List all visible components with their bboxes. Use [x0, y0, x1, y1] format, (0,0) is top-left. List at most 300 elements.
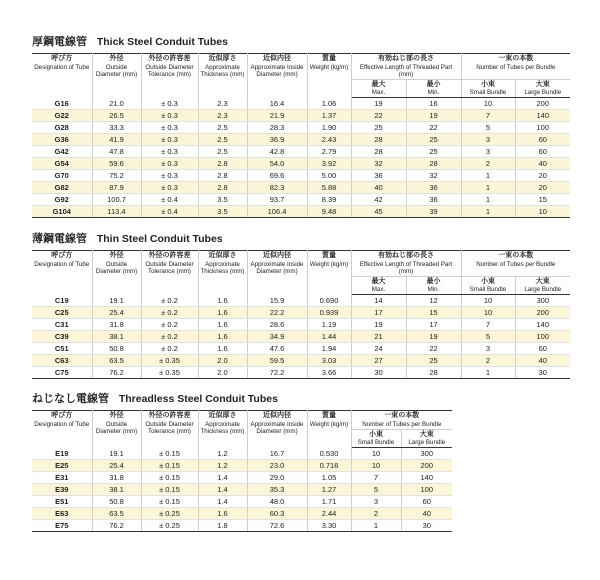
table-cell: 1.4: [198, 472, 247, 484]
table-cell: 7: [351, 472, 401, 484]
table-cell: 60: [515, 134, 570, 146]
table-cell: ± 0.3: [141, 134, 198, 146]
row-designation: C19: [32, 295, 92, 307]
table-cell: 2: [351, 508, 401, 520]
table-cell: ± 0.15: [141, 472, 198, 484]
row-designation: C39: [32, 331, 92, 343]
row-designation: G82: [32, 182, 92, 194]
table-cell: 300: [515, 295, 570, 307]
table-cell: 20: [515, 182, 570, 194]
table-row: [32, 331, 570, 343]
table-cell: ± 0.3: [141, 158, 198, 170]
table-cell: 23.0: [247, 460, 307, 472]
table-cell: 22: [351, 110, 406, 122]
threadless-title: [32, 391, 452, 407]
table-cell: 60: [515, 146, 570, 158]
header-thickness: 近似厚さ Approximate Thickness (mm): [198, 411, 247, 448]
row-designation: G54: [32, 158, 92, 170]
row-designation: G28: [32, 122, 92, 134]
table-cell: 10: [351, 448, 401, 460]
table-cell: ± 0.2: [141, 295, 198, 307]
table-row: [32, 182, 570, 194]
threadless-table: [32, 410, 452, 532]
table-cell: 47.8: [92, 146, 141, 158]
table-cell: 60.3: [247, 508, 307, 520]
table-row: [32, 448, 452, 460]
table-cell: ± 0.4: [141, 194, 198, 206]
threadless-title-en: Threadless Steel Conduit Tubes: [118, 393, 278, 405]
table-cell: 140: [515, 319, 570, 331]
header-weight: 質量 Weight (kg/m): [307, 251, 351, 295]
table-cell: 10: [461, 98, 515, 110]
table-cell: 34.9: [247, 331, 307, 343]
header-outside-diameter: 外径 Outside Diameter (mm): [92, 251, 141, 295]
header-bundle: 一束の本数 Number of Tubes per Bundle: [461, 54, 570, 80]
table-cell: 100.7: [92, 194, 141, 206]
table-row: [32, 472, 452, 484]
table-cell: ± 0.2: [141, 343, 198, 355]
table-cell: 1: [461, 182, 515, 194]
table-cell: 25.4: [92, 460, 141, 472]
table-cell: 19: [406, 331, 461, 343]
table-cell: 50.8: [92, 496, 141, 508]
table-cell: 63.5: [92, 355, 141, 367]
table-cell: 2.5: [198, 134, 247, 146]
table-cell: 113.4: [92, 206, 141, 218]
table-row: [32, 194, 570, 206]
table-cell: 60: [401, 496, 452, 508]
table-cell: 3.5: [198, 194, 247, 206]
table-cell: 30: [351, 367, 406, 379]
table-cell: 300: [401, 448, 452, 460]
table-cell: 39: [406, 206, 461, 218]
table-row: [32, 170, 570, 182]
table-cell: 27: [351, 355, 406, 367]
table-cell: 25: [406, 134, 461, 146]
row-designation: G92: [32, 194, 92, 206]
header-small-bundle: 小束 Small Bundle: [461, 80, 515, 98]
table-cell: 1.71: [307, 496, 351, 508]
table-cell: 2.3: [198, 110, 247, 122]
table-row: [32, 460, 452, 472]
table-cell: 3.5: [198, 206, 247, 218]
table-cell: 15.9: [247, 295, 307, 307]
table-cell: 1.05: [307, 472, 351, 484]
table-cell: 100: [515, 331, 570, 343]
table-cell: 2: [461, 355, 515, 367]
row-designation: G70: [32, 170, 92, 182]
row-designation: E63: [32, 508, 92, 520]
table-cell: ± 0.3: [141, 182, 198, 194]
thin-title: [32, 231, 570, 247]
table-cell: 2.8: [198, 182, 247, 194]
row-designation: C51: [32, 343, 92, 355]
table-cell: 38.1: [92, 331, 141, 343]
table-cell: 19: [351, 98, 406, 110]
header-inside-diameter: 近似内径 Approximate Inside Diameter (mm): [247, 251, 307, 295]
table-cell: 1: [461, 170, 515, 182]
header-tolerance: 外径の許容差 Outside Diameter Tolerance (mm): [141, 54, 198, 98]
thick-section: [32, 34, 570, 218]
table-cell: 3.92: [307, 158, 351, 170]
table-row: [32, 122, 570, 134]
header-small-bundle: 小束 Small Bundle: [461, 277, 515, 295]
row-designation: E75: [32, 520, 92, 532]
table-cell: 2.79: [307, 146, 351, 158]
row-designation: G42: [32, 146, 92, 158]
table-cell: ± 0.2: [141, 319, 198, 331]
table-cell: ± 0.15: [141, 496, 198, 508]
table-cell: 30: [401, 520, 452, 532]
table-cell: 38.1: [92, 484, 141, 496]
table-cell: 59.5: [247, 355, 307, 367]
table-cell: 2.5: [198, 122, 247, 134]
table-cell: 3.66: [307, 367, 351, 379]
table-cell: 63.5: [92, 508, 141, 520]
row-designation: C25: [32, 307, 92, 319]
table-cell: 1.6: [198, 295, 247, 307]
table-row: [32, 146, 570, 158]
table-cell: 28.6: [247, 319, 307, 331]
table-cell: 75.2: [92, 170, 141, 182]
header-effective-length: 有効ねじ部の長さ Effective Length of Threaded Part (mm): [351, 54, 461, 80]
table-cell: 21.9: [247, 110, 307, 122]
table-cell: 36: [406, 182, 461, 194]
table-row: [32, 367, 570, 379]
table-cell: ± 0.35: [141, 367, 198, 379]
table-cell: 29.0: [247, 472, 307, 484]
table-cell: 1.8: [198, 520, 247, 532]
table-cell: 1.6: [198, 331, 247, 343]
table-cell: 28: [351, 146, 406, 158]
table-cell: 200: [515, 307, 570, 319]
table-cell: 8.39: [307, 194, 351, 206]
table-cell: 12: [406, 295, 461, 307]
thin-section: [32, 231, 570, 379]
thick-title-jp: 厚鋼電線管: [32, 35, 87, 48]
table-cell: ± 0.25: [141, 520, 198, 532]
row-designation: E19: [32, 448, 92, 460]
table-cell: 25: [351, 122, 406, 134]
table-cell: 3.03: [307, 355, 351, 367]
row-designation: C31: [32, 319, 92, 331]
table-cell: 3: [461, 343, 515, 355]
header-thickness: 近似厚さ Approximate Thickness (mm): [198, 54, 247, 98]
threadless-title-jp: ねじなし電線管: [32, 392, 109, 405]
table-cell: 87.9: [92, 182, 141, 194]
table-cell: 28: [351, 134, 406, 146]
table-cell: 2.0: [198, 367, 247, 379]
table-cell: 7: [461, 319, 515, 331]
table-cell: ± 0.4: [141, 206, 198, 218]
row-designation: C75: [32, 367, 92, 379]
table-row: [32, 355, 570, 367]
table-cell: 36.9: [247, 134, 307, 146]
table-cell: 140: [515, 110, 570, 122]
table-cell: 32: [351, 158, 406, 170]
header-bundle: 一束の本数 Number of Tubes per Bundle: [351, 411, 452, 430]
table-cell: 1.2: [198, 460, 247, 472]
table-cell: 1.90: [307, 122, 351, 134]
table-cell: 82.3: [247, 182, 307, 194]
table-cell: 15: [406, 307, 461, 319]
table-cell: 1.06: [307, 98, 351, 110]
table-cell: 25: [406, 355, 461, 367]
table-cell: ± 0.2: [141, 331, 198, 343]
table-cell: 45: [351, 206, 406, 218]
header-designation: 呼び方 Designation of Tube: [32, 411, 92, 448]
table-cell: 72.2: [247, 367, 307, 379]
table-cell: 24: [351, 343, 406, 355]
table-cell: 19.1: [92, 448, 141, 460]
table-cell: 1: [461, 206, 515, 218]
header-max: 最大 Max.: [351, 80, 406, 98]
table-cell: 3: [461, 134, 515, 146]
table-cell: 1: [351, 520, 401, 532]
table-cell: 200: [515, 98, 570, 110]
table-cell: 19.1: [92, 295, 141, 307]
table-cell: 1.6: [198, 343, 247, 355]
table-cell: 10: [351, 460, 401, 472]
table-row: [32, 295, 570, 307]
header-weight: 質量 Weight (kg/m): [307, 411, 351, 448]
header-small-bundle: 小束 Small Bundle: [351, 430, 401, 448]
row-designation: G22: [32, 110, 92, 122]
table-cell: 21: [351, 331, 406, 343]
table-cell: 47.6: [247, 343, 307, 355]
table-cell: 1.27: [307, 484, 351, 496]
table-cell: 1.44: [307, 331, 351, 343]
thick-title: [32, 34, 570, 50]
table-cell: 0.716: [307, 460, 351, 472]
table-cell: 33.3: [92, 122, 141, 134]
row-designation: G36: [32, 134, 92, 146]
table-cell: 0.939: [307, 307, 351, 319]
table-cell: 2.43: [307, 134, 351, 146]
table-row: [32, 134, 570, 146]
thin-title-en: Thin Steel Conduit Tubes: [96, 233, 223, 245]
table-cell: 1.6: [198, 319, 247, 331]
table-cell: 100: [401, 484, 452, 496]
table-cell: 1: [461, 194, 515, 206]
threadless-section: [32, 391, 452, 532]
thick-table: [32, 53, 570, 218]
table-cell: 10: [515, 206, 570, 218]
header-thickness: 近似厚さ Approximate Thickness (mm): [198, 251, 247, 295]
table-cell: 3.30: [307, 520, 351, 532]
table-cell: ± 0.3: [141, 146, 198, 158]
table-cell: ± 0.35: [141, 355, 198, 367]
table-cell: 32: [406, 170, 461, 182]
row-designation: E39: [32, 484, 92, 496]
table-cell: 42: [351, 194, 406, 206]
header-bundle: 一束の本数 Number of Tubes per Bundle: [461, 251, 570, 277]
thin-table-body: [32, 295, 570, 379]
table-cell: 9.48: [307, 206, 351, 218]
header-large-bundle: 大束 Large Bundle: [515, 277, 570, 295]
row-designation: G104: [32, 206, 92, 218]
table-cell: 48.0: [247, 496, 307, 508]
table-cell: 21.0: [92, 98, 141, 110]
header-tolerance: 外径の許容差 Outside Diameter Tolerance (mm): [141, 411, 198, 448]
table-cell: 50.8: [92, 343, 141, 355]
table-cell: 2: [461, 158, 515, 170]
row-designation: G16: [32, 98, 92, 110]
table-cell: 7: [461, 110, 515, 122]
table-cell: 36: [351, 170, 406, 182]
threadless-table-body: [32, 448, 452, 532]
table-cell: 22.2: [247, 307, 307, 319]
table-cell: 2.5: [198, 146, 247, 158]
header-min: 最小 Min.: [406, 277, 461, 295]
table-cell: 1.37: [307, 110, 351, 122]
table-cell: 93.7: [247, 194, 307, 206]
table-cell: ± 0.15: [141, 484, 198, 496]
table-cell: 1.4: [198, 496, 247, 508]
table-cell: 35.3: [247, 484, 307, 496]
table-row: [32, 520, 452, 532]
table-cell: 40: [515, 355, 570, 367]
table-cell: 14: [351, 295, 406, 307]
table-cell: 28.3: [247, 122, 307, 134]
table-cell: 41.9: [92, 134, 141, 146]
table-cell: 1.94: [307, 343, 351, 355]
table-cell: 16.4: [247, 98, 307, 110]
table-cell: 72.6: [247, 520, 307, 532]
table-row: [32, 110, 570, 122]
table-cell: 1.6: [198, 508, 247, 520]
table-cell: 5.00: [307, 170, 351, 182]
table-cell: 59.6: [92, 158, 141, 170]
table-cell: 19: [406, 110, 461, 122]
table-cell: 106.4: [247, 206, 307, 218]
table-cell: 60: [515, 343, 570, 355]
table-cell: 140: [401, 472, 452, 484]
table-cell: 30: [515, 367, 570, 379]
table-cell: 17: [406, 319, 461, 331]
table-cell: 5.88: [307, 182, 351, 194]
table-cell: 0.690: [307, 295, 351, 307]
table-row: [32, 98, 570, 110]
table-cell: 40: [351, 182, 406, 194]
table-cell: 1.2: [198, 448, 247, 460]
table-cell: 100: [515, 122, 570, 134]
table-cell: 19: [351, 319, 406, 331]
table-cell: 3: [351, 496, 401, 508]
table-cell: 1.19: [307, 319, 351, 331]
table-cell: 31.8: [92, 319, 141, 331]
table-cell: 2.44: [307, 508, 351, 520]
table-cell: 5: [461, 331, 515, 343]
header-outside-diameter: 外径 Outside Diameter (mm): [92, 411, 141, 448]
table-cell: 36: [406, 194, 461, 206]
table-cell: 10: [461, 295, 515, 307]
header-designation: 呼び方 Designation of Tube: [32, 54, 92, 98]
table-cell: 2.0: [198, 355, 247, 367]
table-cell: 200: [401, 460, 452, 472]
table-row: [32, 158, 570, 170]
header-tolerance: 外径の許容差 Outside Diameter Tolerance (mm): [141, 251, 198, 295]
header-weight: 質量 Weight (kg/m): [307, 54, 351, 98]
header-large-bundle: 大束 Large Bundle: [401, 430, 452, 448]
thick-title-en: Thick Steel Conduit Tubes: [96, 36, 228, 48]
table-cell: 16: [406, 98, 461, 110]
table-cell: 2.8: [198, 158, 247, 170]
table-cell: 16.7: [247, 448, 307, 460]
table-cell: ± 0.2: [141, 307, 198, 319]
table-cell: ± 0.15: [141, 448, 198, 460]
table-row: [32, 343, 570, 355]
table-cell: 40: [401, 508, 452, 520]
header-max: 最大 Max.: [351, 277, 406, 295]
table-row: [32, 206, 570, 218]
table-cell: 22: [406, 343, 461, 355]
table-cell: 1.6: [198, 307, 247, 319]
table-cell: 15: [515, 194, 570, 206]
table-row: [32, 307, 570, 319]
table-cell: ± 0.25: [141, 508, 198, 520]
header-inside-diameter: 近似内径 Approximate Inside Diameter (mm): [247, 54, 307, 98]
table-cell: 54.0: [247, 158, 307, 170]
table-cell: 28: [406, 367, 461, 379]
table-cell: 26.5: [92, 110, 141, 122]
table-cell: 40: [515, 158, 570, 170]
table-cell: 3: [461, 146, 515, 158]
table-cell: 25.4: [92, 307, 141, 319]
table-row: [32, 484, 452, 496]
table-cell: 20: [515, 170, 570, 182]
table-cell: 5: [461, 122, 515, 134]
table-cell: 0.530: [307, 448, 351, 460]
row-designation: E31: [32, 472, 92, 484]
table-cell: 31.8: [92, 472, 141, 484]
thin-table: [32, 250, 570, 379]
header-inside-diameter: 近似内径 Approximate Inside Diameter (mm): [247, 411, 307, 448]
table-cell: ± 0.3: [141, 170, 198, 182]
table-cell: 1: [461, 367, 515, 379]
thin-title-jp: 薄鋼電線管: [32, 232, 87, 245]
header-designation: 呼び方 Designation of Tube: [32, 251, 92, 295]
table-cell: 28: [406, 158, 461, 170]
header-large-bundle: 大束 Large Bundle: [515, 80, 570, 98]
header-effective-length: 有効ねじ部の長さ Effective Length of Threaded Part (mm): [351, 251, 461, 277]
table-cell: 76.2: [92, 367, 141, 379]
table-row: [32, 319, 570, 331]
table-cell: 2.8: [198, 170, 247, 182]
table-cell: 5: [351, 484, 401, 496]
table-cell: ± 0.3: [141, 110, 198, 122]
table-row: [32, 508, 452, 520]
table-cell: 76.2: [92, 520, 141, 532]
row-designation: E25: [32, 460, 92, 472]
header-outside-diameter: 外径 Outside Diameter (mm): [92, 54, 141, 98]
row-designation: C63: [32, 355, 92, 367]
table-cell: ± 0.15: [141, 460, 198, 472]
table-cell: 22: [406, 122, 461, 134]
table-cell: 17: [351, 307, 406, 319]
table-cell: ± 0.3: [141, 122, 198, 134]
table-cell: 1.4: [198, 484, 247, 496]
table-cell: 10: [461, 307, 515, 319]
table-cell: 2.3: [198, 98, 247, 110]
row-designation: E51: [32, 496, 92, 508]
header-min: 最小 Min.: [406, 80, 461, 98]
thick-table-body: [32, 98, 570, 218]
table-cell: 42.8: [247, 146, 307, 158]
table-cell: ± 0.3: [141, 98, 198, 110]
table-cell: 25: [406, 146, 461, 158]
table-row: [32, 496, 452, 508]
